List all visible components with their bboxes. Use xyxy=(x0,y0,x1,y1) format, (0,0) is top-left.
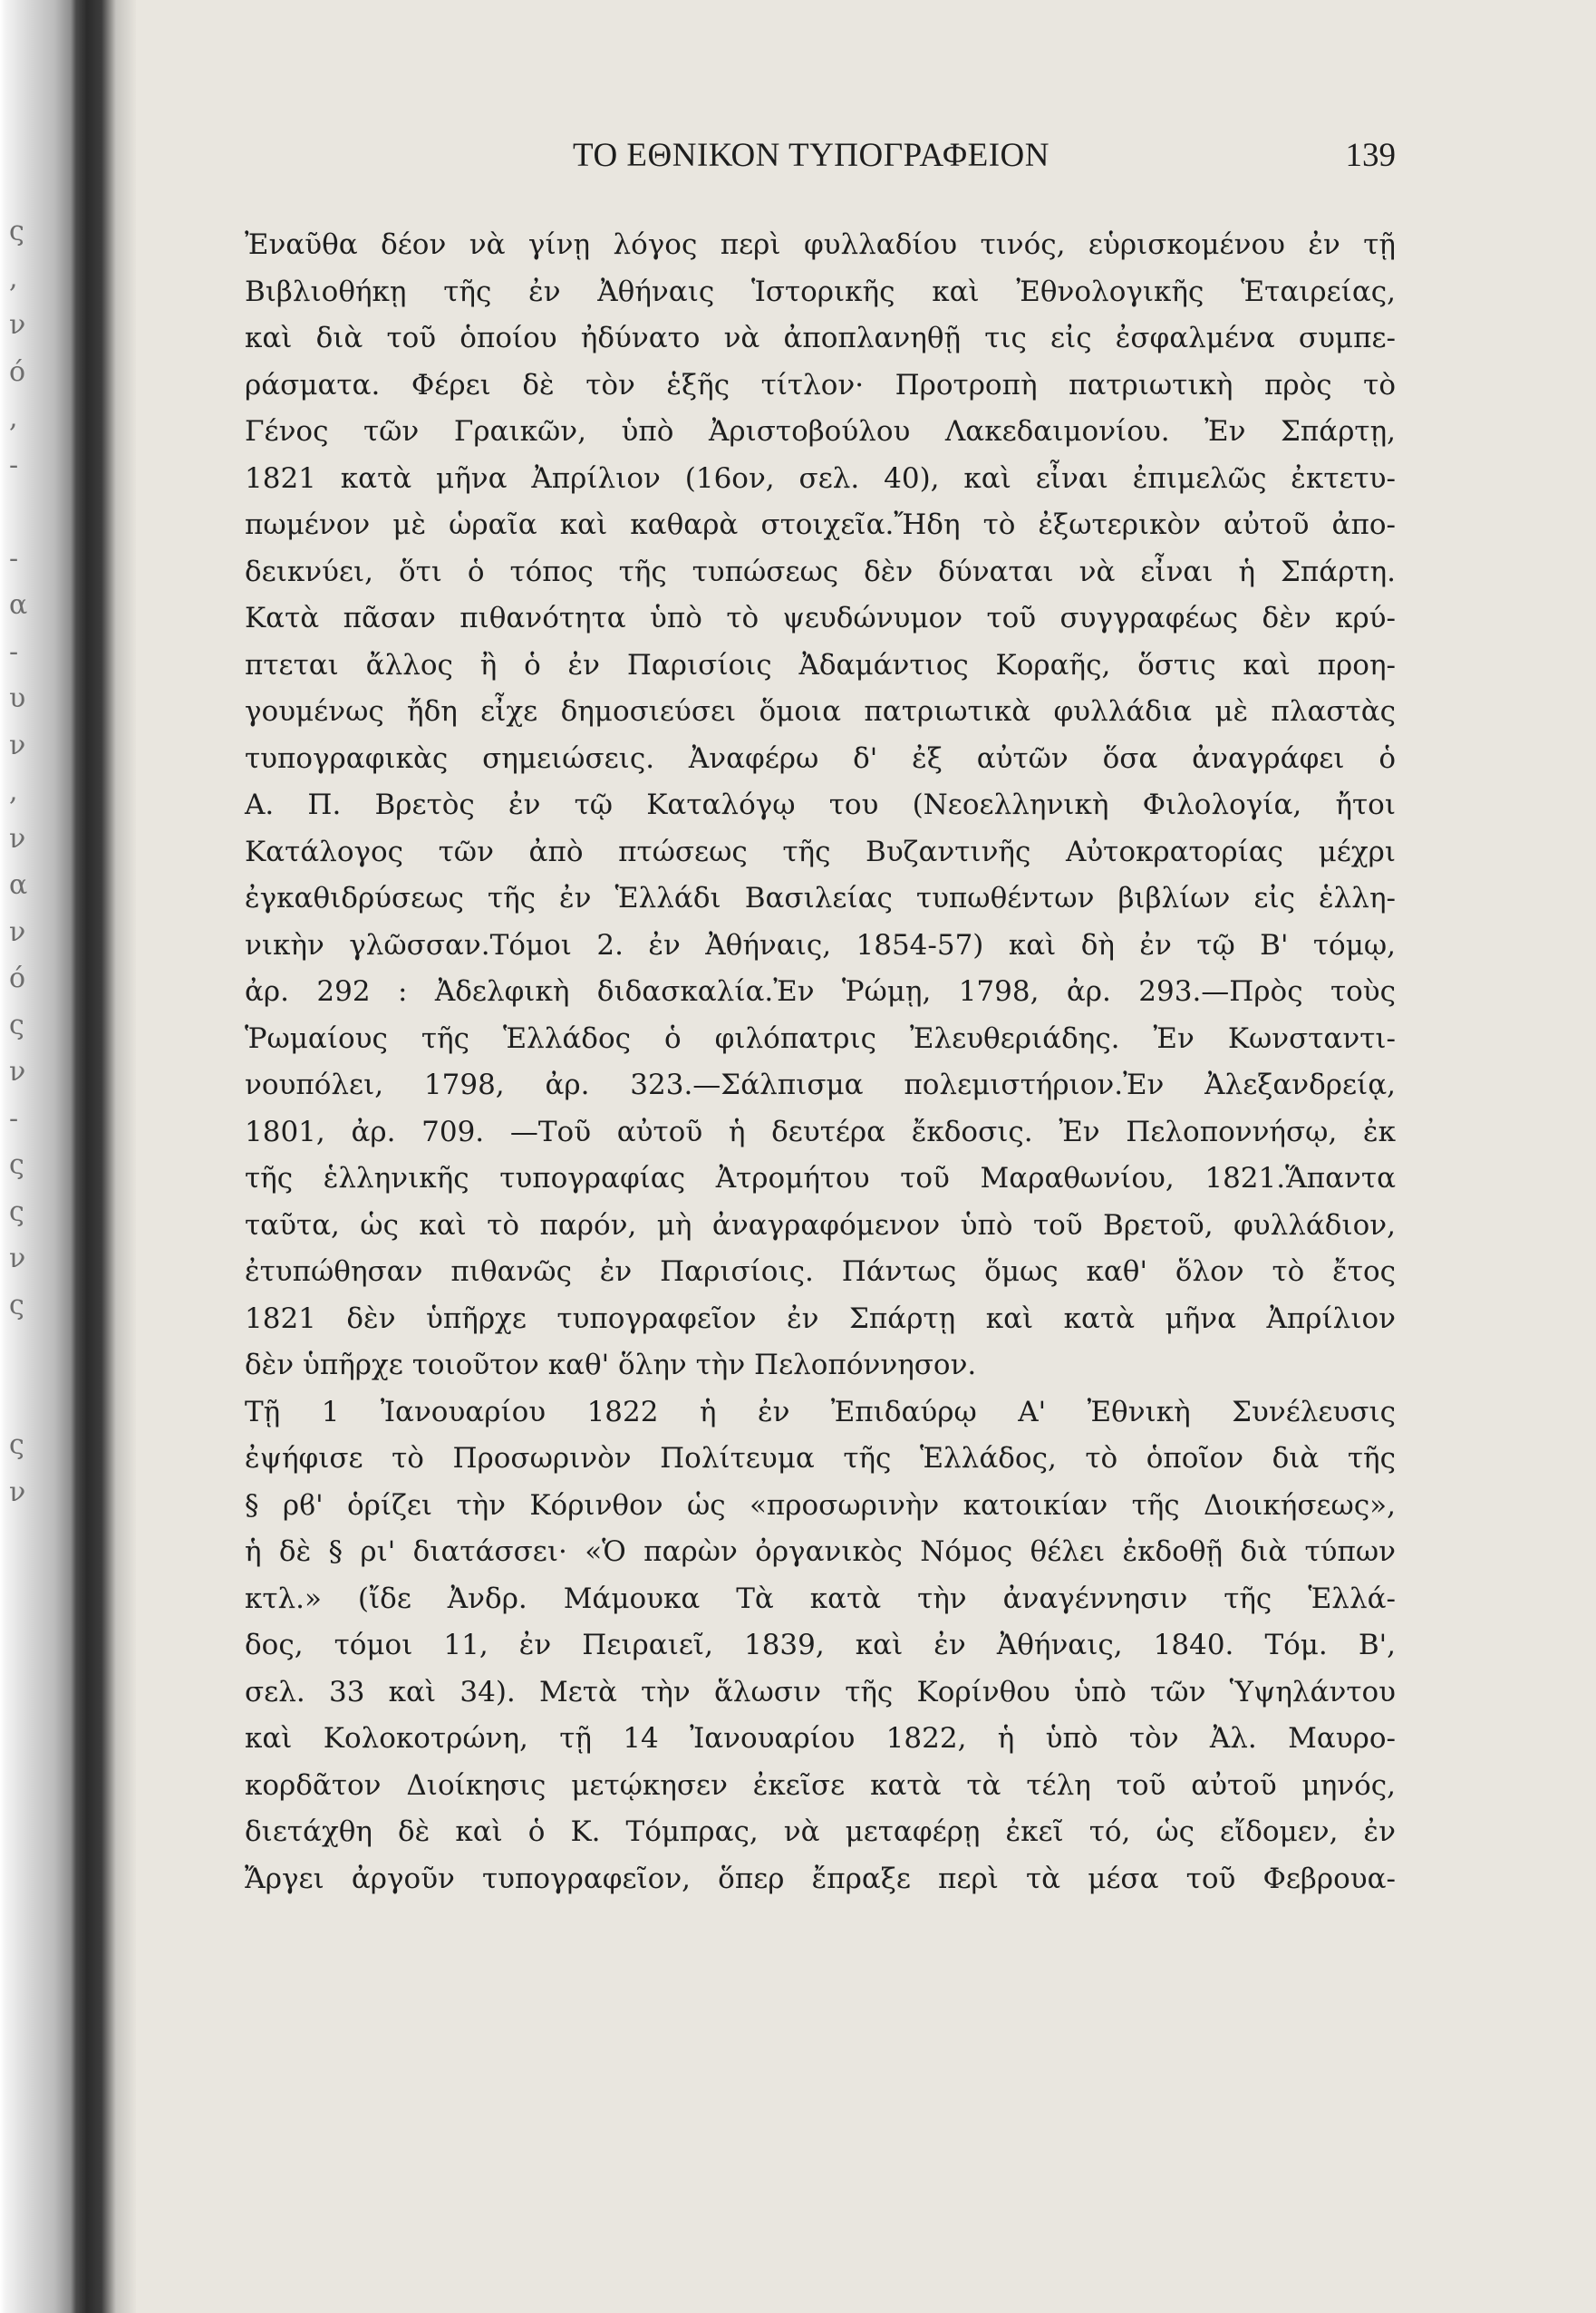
margin-glyph: ς xyxy=(9,1149,24,1181)
text-line: κορδᾶτον Διοίκησις μετῴκησεν ἐκεῖσε κατὰ τὰ τέλη τοῦ αὐτοῦ μηνός, xyxy=(245,1768,1396,1802)
margin-glyph: ν xyxy=(9,915,26,948)
text-line: Γένος τῶν Γραικῶν, ὑπὸ Ἀριστοβούλου Λακεδαιμονίου. Ἐν Σπάρτῃ, xyxy=(245,415,1396,448)
margin-glyph: ς xyxy=(9,1009,24,1041)
margin-glyph: - xyxy=(9,1102,19,1135)
text-line: Κατὰ πᾶσαν πιθανότητα ὑπὸ τὸ ψευδώνυμον τοῦ συγγραφέως δὲν κρύ- xyxy=(245,602,1396,634)
text-line: 1821 κατὰ μῆνα Ἀπρίλιον (16ον, σελ. 40), καὶ εἶναι ἐπιμελῶς ἐκτετυ- xyxy=(245,461,1396,495)
margin-glyph: , xyxy=(9,262,18,295)
text-line: πωμένον μὲ ὡραῖα καὶ καθαρὰ στοιχεῖα.Ἤδη τὸ ἐξωτερικὸν αὐτοῦ ἀπο- xyxy=(245,508,1396,541)
text-line: δὲν ὑπῆρχε τοιοῦτον καθ' ὅλην τὴν Πελοπόννησον. xyxy=(245,1349,977,1381)
text-line: Τῇ 1 Ἰανουαρίου 1822 ἡ ἐν Ἐπιδαύρῳ Α' Ἐθνικὴ Συνέλευσις xyxy=(245,1395,1396,1428)
running-head xyxy=(227,136,1396,190)
text-line: Ἐναῦθα δέον νὰ γίνῃ λόγος περὶ φυλλαδίου τινός, εὑρισκομένου ἐν τῇ xyxy=(245,228,1396,261)
facing-page-fragments xyxy=(9,208,33,1515)
margin-glyph: ς xyxy=(9,216,24,247)
margin-glyph: , xyxy=(9,776,18,808)
text-line: δος, τόμοι 11, ἐν Πειραιεῖ, 1839, καὶ ἐν Ἀθήναις, 1840. Τόμ. Β', xyxy=(245,1629,1396,1661)
text-line: § ρϐ' ὁρίζει τὴν Κόρινθον ὡς «προσωρινὴν κατοικίαν τῆς Διοικήσεως», xyxy=(245,1488,1396,1522)
margin-glyph: ν xyxy=(9,1243,26,1274)
text-line: ἐγκαθιδρύσεως τῆς ἐν Ἑλλάδι Βασιλείας τυπωθέντων βιβλίων εἰς ἑλλη- xyxy=(245,882,1396,915)
text-line: 1801, ἀρ. 709. —Τοῦ αὐτοῦ ἡ δευτέρα ἔκδοσις. Ἐν Πελοποννήσῳ, ἐκ xyxy=(245,1115,1396,1148)
margin-glyph xyxy=(9,489,33,536)
margin-glyph: - xyxy=(9,449,19,481)
text-line: ἀρ. 292 : Ἀδελφικὴ διδασκαλία.Ἐν Ῥώμῃ, 1798, ἀρ. 293.—Πρὸς τοὺς xyxy=(245,975,1396,1008)
text-line: δεικνύει, ὅτι ὁ τόπος τῆς τυπώσεως δὲν δύναται νὰ εἶναι ἡ Σπάρτη. xyxy=(245,555,1396,588)
text-line: καὶ Κολοκοτρώνη, τῇ 14 Ἰανουαρίου 1822, ἡ ὑπὸ τὸν Ἀλ. Μαυρο- xyxy=(245,1722,1396,1755)
margin-glyph: ό xyxy=(9,355,26,388)
margin-glyph: α xyxy=(9,869,28,901)
text-line: διετάχθη δὲ καὶ ὁ Κ. Τόμπρας, νὰ μεταφέρῃ ἐκεῖ τό, ὡς εἴδομεν, ἐν xyxy=(245,1815,1396,1848)
margin-glyph xyxy=(9,1329,33,1376)
text-line: νικὴν γλῶσσαν.Τόμοι 2. ἐν Ἀθήναις, 1854-57) καὶ δὴ ἐν τῷ Β' τόμῳ, xyxy=(245,928,1396,962)
text-line: ἐτυπώθησαν πιθανῶς ἐν Παρισίοις. Πάντως ὅμως καθ' ὅλον τὸ ἔτος xyxy=(245,1255,1396,1288)
text-line: γουμένως ἤδη εἶχε δημοσιεύσει ὅμοια πατριωτικὰ φυλλάδια μὲ πλαστὰς xyxy=(245,695,1396,728)
body-text xyxy=(245,222,1396,1902)
text-line: Ἄργει ἀργοῦν τυπογραφεῖον, ὅπερ ἔπραξε περὶ τὰ μέσα τοῦ Φεβρουα- xyxy=(245,1862,1396,1895)
text-line: ἐψήφισε τὸ Προσωρινὸν Πολίτευμα τῆς Ἑλλάδος, τὸ ὁποῖον διὰ τῆς xyxy=(245,1442,1396,1475)
text-line: Α. Π. Βρετὸς ἐν τῷ Καταλόγῳ του (Νεοελληνικὴ Φιλολογία, ἤτοι xyxy=(245,789,1396,821)
margin-glyph: ό xyxy=(9,963,26,994)
page-number: 139 xyxy=(1345,137,1396,174)
margin-glyph: - xyxy=(9,542,19,575)
text-line: Κατάλογος τῶν ἀπὸ πτώσεως τῆς Βυζαντινῆς Αὐτοκρατορίας μέχρι xyxy=(245,835,1396,868)
text-line: νουπόλει, 1798, ἀρ. 323.—Σάλπισμα πολεμιστήριον.Ἐν Ἀλεξανδρείᾳ, xyxy=(245,1069,1396,1101)
margin-glyph: ς xyxy=(9,1195,24,1228)
text-line: Ῥωμαίους τῆς Ἑλλάδος ὁ φιλόπατρις Ἐλευθεριάδης. Ἐν Κωνσταντι- xyxy=(245,1021,1396,1055)
margin-glyph xyxy=(9,1376,33,1423)
margin-glyph: , xyxy=(9,402,18,434)
margin-glyph: ν xyxy=(9,1476,26,1508)
margin-glyph: ς xyxy=(9,1289,24,1321)
text-line: ταῦτα, ὡς καὶ τὸ παρόν, μὴ ἀναγραφόμενον ὑπὸ τοῦ Βρετοῦ, φυλλάδιον, xyxy=(245,1208,1396,1242)
margin-glyph: ν xyxy=(9,729,26,761)
text-line: σελ. 33 καὶ 34). Μετὰ τὴν ἅλωσιν τῆς Κορίνθου ὑπὸ τῶν Ὑψηλάντου xyxy=(245,1675,1396,1708)
margin-glyph: α xyxy=(9,589,28,621)
text-line: τυπογραφικὰς σημειώσεις. Ἀναφέρω δ' ἐξ αὐτῶν ὅσα ἀναγράφει ὁ xyxy=(245,741,1396,775)
margin-glyph: ς xyxy=(9,1429,24,1461)
text-line: ἡ δὲ § ρι' διατάσσει· «Ὁ παρὼν ὀργανικὸς Νόμος θέλει ἐκδοθῇ διὰ τύπων xyxy=(245,1535,1396,1568)
text-line: κτλ.» (ἴδε Ἀνδρ. Μάμουκα Τὰ κατὰ τὴν ἀναγέννησιν τῆς Ἑλλά- xyxy=(245,1582,1396,1615)
running-title: ΤΟ ΕΘΝΙΚΟΝ ΤΥΠΟΓΡΑΦΕΙΟΝ xyxy=(573,137,1049,174)
text-line: 1821 δὲν ὑπῆρχε τυπογραφεῖον ἐν Σπάρτῃ καὶ κατὰ μῆνα Ἀπρίλιον xyxy=(245,1302,1396,1335)
printed-page xyxy=(227,136,1396,2184)
margin-glyph: υ xyxy=(9,682,26,714)
text-line: τῆς ἑλληνικῆς τυπογραφίας Ἀτρομήτου τοῦ Μαραθωνίου, 1821.Ἅπαντα xyxy=(245,1162,1396,1195)
margin-glyph: ν xyxy=(9,309,26,341)
margin-glyph: ν xyxy=(9,822,26,855)
margin-glyph: - xyxy=(9,635,19,668)
text-line: ράσματα. Φέρει δὲ τὸν ἑξῆς τίτλον· Προτροπὴ πατριωτικὴ πρὸς τὸ xyxy=(245,368,1396,402)
margin-glyph: ν xyxy=(9,1056,26,1088)
text-line: καὶ διὰ τοῦ ὁποίου ἠδύνατο νὰ ἀποπλανηθῇ τις εἰς ἐσφαλμένα συμπε- xyxy=(245,322,1396,354)
text-line: πτεται ἄλλος ἢ ὁ ἐν Παρισίοις Ἀδαμάντιος Κοραῆς, ὅστις καὶ προη- xyxy=(245,648,1396,682)
text-line: Βιβλιοθήκῃ τῆς ἐν Ἀθήναις Ἱστορικῆς καὶ Ἐθνολογικῆς Ἑταιρείας, xyxy=(245,275,1396,308)
